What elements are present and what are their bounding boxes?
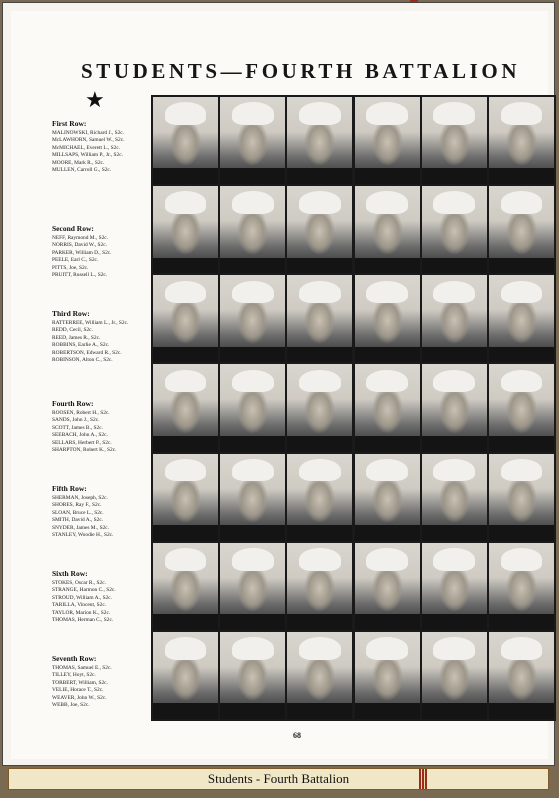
student-portrait xyxy=(287,454,352,541)
student-name: SHORES, Ray F., S2c. xyxy=(52,502,102,509)
student-name: STOKES, Oscar R., S2c. xyxy=(52,580,106,586)
student-name: STRANGE, Harmon C., S2c. xyxy=(52,587,116,594)
student-name: SEEBACH, John A., S2c. xyxy=(52,432,108,439)
student-portrait xyxy=(355,186,420,273)
row-title: Second Row: xyxy=(52,224,94,233)
student-name: SMITH, David A., S2c. xyxy=(52,517,104,524)
student-portrait xyxy=(355,97,420,184)
student-portrait xyxy=(489,275,554,362)
caption-block xyxy=(52,399,152,454)
document-frame xyxy=(2,2,555,766)
student-portrait xyxy=(153,186,218,273)
caption-block xyxy=(52,224,152,279)
row-title: Fourth Row: xyxy=(52,399,94,408)
caption-bar-accent xyxy=(419,769,427,789)
student-name: TORBERT, William, S2c. xyxy=(52,679,108,686)
student-portrait xyxy=(489,543,554,630)
student-portrait xyxy=(220,275,285,362)
student-name: SANDS, John J., S2c. xyxy=(52,417,100,424)
page-number: 68 xyxy=(293,731,301,740)
row-title: Sixth Row: xyxy=(52,569,88,578)
student-name: THOMAS, Herman C., S2c. xyxy=(52,617,114,624)
caption-block xyxy=(52,119,152,174)
page-title: STUDENTS—FOURTH BATTALION xyxy=(81,59,521,83)
student-portrait xyxy=(287,632,352,719)
student-name: NORRIS, David W., S2c. xyxy=(52,242,107,249)
student-portrait xyxy=(287,186,352,273)
row-title: Third Row: xyxy=(52,309,90,318)
student-portrait xyxy=(287,364,352,451)
student-portrait xyxy=(489,97,554,184)
portrait-grid xyxy=(151,95,556,721)
student-name: ROBINSON, Alton C., S2c. xyxy=(52,357,113,364)
row-title: First Row: xyxy=(52,119,87,128)
student-portrait xyxy=(287,275,352,362)
student-name: SCOTT, James B., S2c. xyxy=(52,424,103,431)
student-portrait xyxy=(220,186,285,273)
student-portrait xyxy=(153,364,218,451)
student-portrait xyxy=(153,454,218,541)
student-portrait xyxy=(220,632,285,719)
student-portrait xyxy=(422,97,487,184)
student-name: STROUD, William A., S2c. xyxy=(52,594,113,601)
student-name: PARKER, William D., S2c. xyxy=(52,249,112,256)
student-name: ROOSEN, Robert H., S2c. xyxy=(52,410,110,416)
student-name: STANLEY, Woodie H., S2c. xyxy=(52,532,114,539)
row-title: Seventh Row: xyxy=(52,654,97,663)
student-name: SHERMAN, Joseph, S2c. xyxy=(52,495,108,501)
student-portrait xyxy=(355,632,420,719)
student-portrait xyxy=(355,364,420,451)
caption-block xyxy=(52,484,152,539)
student-portrait xyxy=(355,275,420,362)
student-name: VELIE, Horace T., S2c. xyxy=(52,687,104,694)
student-portrait xyxy=(422,543,487,630)
student-name: ROBBINS, Earlie A., S2c. xyxy=(52,342,110,349)
student-portrait xyxy=(489,454,554,541)
student-portrait xyxy=(422,275,487,362)
student-name: REED, James R., S2c. xyxy=(52,334,101,341)
student-name: NEFF, Raymond M., S2c. xyxy=(52,235,109,241)
caption-text: Students - Fourth Battalion xyxy=(207,771,350,786)
student-name: MULLEN, Carroll G., S2c. xyxy=(52,167,112,174)
student-portrait xyxy=(489,364,554,451)
student-name: REDD, Cecil, S2c. xyxy=(52,327,93,334)
student-portrait xyxy=(153,97,218,184)
student-name: THOMAS, Samuel E., S2c. xyxy=(52,665,112,671)
student-portrait xyxy=(153,275,218,362)
student-name: WEBB, Joe, S2c. xyxy=(52,702,90,709)
student-portrait xyxy=(489,632,554,719)
student-portrait xyxy=(422,454,487,541)
student-portrait xyxy=(422,364,487,451)
student-name: PRUITT, Russell L., S2c. xyxy=(52,272,108,279)
student-name: MALINOWSKI, Richard J., S2c. xyxy=(52,130,125,136)
student-name: TARILLA, Vincent, S2c. xyxy=(52,602,107,609)
caption-block xyxy=(52,569,152,624)
caption-block xyxy=(52,309,152,364)
student-name: MILLSAPS, William P., Jr., S2c. xyxy=(52,152,123,159)
caption-block xyxy=(52,654,152,709)
student-portrait xyxy=(220,543,285,630)
caption-bar xyxy=(8,768,549,790)
student-name: WEAVER, John W., S2c. xyxy=(52,694,107,701)
student-name: TILLEY, Hoyt, S2c. xyxy=(52,672,96,679)
student-name: SHARPTON, Robert K., S2c. xyxy=(52,447,117,454)
student-name: MOORE, Mark R., S2c. xyxy=(52,159,105,166)
student-portrait xyxy=(355,543,420,630)
student-portrait xyxy=(220,97,285,184)
student-name: SELLARS, Herbert P., S2c. xyxy=(52,439,112,446)
row-title: Fifth Row: xyxy=(52,484,87,493)
student-portrait xyxy=(422,186,487,273)
student-name: PEELE, Earl C., S2c. xyxy=(52,257,99,264)
student-name: McLAWHORN, Samuel W., S2c. xyxy=(52,137,125,144)
student-name: SNYDER, James M., S2c. xyxy=(52,524,110,531)
student-name: RATTERREE, William L., Jr., S2c. xyxy=(52,320,129,326)
student-portrait xyxy=(489,186,554,273)
student-portrait xyxy=(153,632,218,719)
student-portrait xyxy=(220,364,285,451)
student-name: TAYLOR, Marion K., S2c. xyxy=(52,609,111,616)
student-portrait xyxy=(422,632,487,719)
student-portrait xyxy=(355,454,420,541)
student-portrait xyxy=(220,454,285,541)
student-name: PITTS, Joe, S2c. xyxy=(52,264,89,271)
student-portrait xyxy=(287,543,352,630)
student-name: ROBERTSON, Edward R., S2c. xyxy=(52,349,122,356)
yearbook-page xyxy=(11,11,548,759)
star-icon: ★ xyxy=(85,87,105,112)
student-name: SLOAN, Bruce L., S2c. xyxy=(52,509,104,516)
student-portrait xyxy=(287,97,352,184)
student-portrait xyxy=(153,543,218,630)
student-name: McMICHAEL, Everett L., S2c. xyxy=(52,144,121,151)
